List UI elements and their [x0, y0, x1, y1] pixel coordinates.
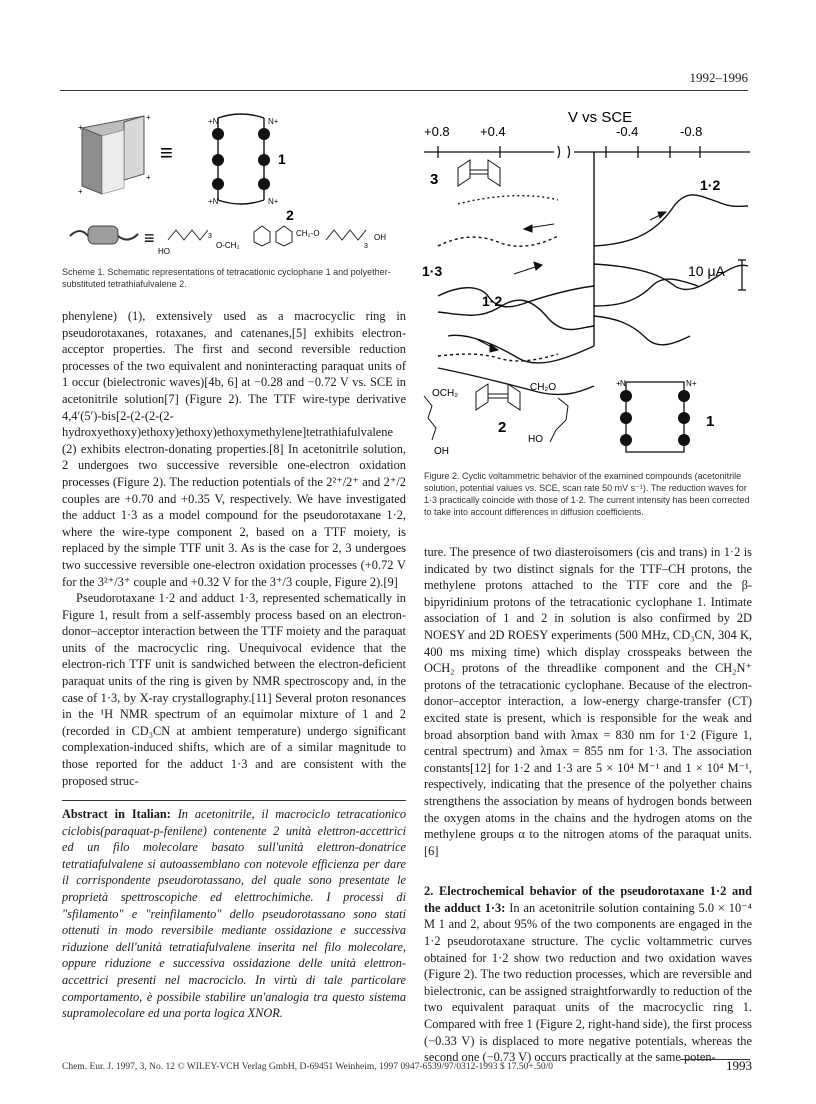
label-1-2-right: 1·2	[700, 177, 721, 193]
scheme-caption: Scheme 1. Schematic representations of tetracationic cyclophane 1 and polyether-substituted tetrathiafulvalene 2.	[62, 267, 391, 289]
tick-label-3: -0.8	[680, 124, 703, 139]
cyclophane-structure-icon	[218, 114, 264, 204]
struct-och2: OCH₂	[432, 388, 459, 399]
svg-text:+N: +N	[208, 197, 219, 206]
n-plus-2: +	[692, 379, 697, 388]
svg-text:+: +	[146, 113, 151, 122]
scheme-1-illustration	[58, 108, 398, 270]
svg-text:+: +	[146, 173, 151, 182]
figure-2-voltammogram	[418, 96, 754, 458]
tick-label-0: +0.8	[424, 124, 450, 139]
axis-title: V vs SCE	[568, 109, 633, 126]
page-number: 1993	[726, 1058, 752, 1073]
chain-och2: O-CH₂	[216, 241, 240, 250]
chain-sub-right: 3	[364, 243, 368, 250]
ttf-structure-3-icon	[458, 160, 500, 186]
struct-ch2o: CH₂O	[530, 382, 557, 393]
n-plus-1: +	[616, 379, 621, 388]
left-paragraph-2: Pseudorotaxane 1·2 and adduct 1·3, represented schematically in Figure 1, result from a self-assembly process based on an electron-donor–acceptor interaction between the TTF moiety and the paraquat units of the macrocyclic ring. Unequivocal evidence that the electron-rich TTF unit is sandwiched between the electron-deficient paraquat units of the ring is given by NMR spectroscopy and, in the case of 1·3, by X-ray crystallography.[11] Several proton resonances in the ¹H NMR spectrum of an equimolar mixture of 1 and 2 (recorded in CD₃CN at ambient temperature) undergo significant complexation-induced shifts, which are of a similar magnitude to those reported for the adduct 1·3 and are consistent with the proposed struc-	[62, 591, 406, 788]
tick-label-2: -0.4	[616, 124, 639, 139]
label-3: 3	[430, 171, 439, 188]
section-heading: 2. Electrochemical behavior of the pseudorotaxane 1·2 and the adduct 1·3:	[424, 884, 752, 915]
struct-oh: OH	[434, 446, 449, 457]
current-scale-bar	[738, 260, 746, 290]
abstract-italian	[62, 806, 406, 1022]
tick-label-1: +0.4	[480, 124, 506, 139]
footer	[62, 1058, 752, 1073]
scheme-label-2: 2	[286, 207, 294, 223]
right-paragraph-2: In an acetonitrile solution containing 5.0 × 10⁻⁴ M 1 and 2, about 95% of the two components are engaged in the 1·2 pseudorotaxane structure. The cyclic voltammetric curves obtained for 1·2 show two reduction and two oxidation waves (Figure 2). The two reduction processes, which are reversible and bielectronic, can be assigned straightforwardly to reduction of the two equivalent paraquat units of the macrocyclic ring 1. Compared with free 1 (Figure 2, right-hand side), the first process (−0.33 V) is displaced to more negative potentials, whereas the second one (−0.73 V) occurs practically at the same poten-	[424, 900, 753, 1065]
n-label-2: N	[686, 379, 692, 388]
chain-ho: HO	[158, 247, 170, 256]
right-paragraph-1: ture. The presence of two diasteroisomers (cis and trans) in 1·2 is indicated by two distinct signals for the TTF–CH protons, the methylene protons attached to the TTF core and the β-bipyridinium protons of the tetracationic cyclophane 1. Intimate association of 1 and 2 in solution is also confirmed by 2D NOESY and 2D ROESY experiments (500 MHz, CD₃CN, 304 K, 400 ms mixing time) which display crosspeaks between the OCH₂ protons of the threadlike component and the CH₂N⁺ protons of the tetracationic cyclophane. Because of the electron-donor–acceptor interaction, a low-energy charge-transfer (CT) excited state is present, which is responsible for the weak and broad absorption band with λmax = 830 nm for 1·2 (Figure 1, central spectrum) and λmax = 855 nm for 1·3. The association constants[12] for 1·2 and 1·3 are 5 × 10⁴ M⁻¹ and 1 × 10⁴ M⁻¹, respectively, indicating that the presence of the polyether chains strengthens the association by means of hydrogen bonds between the oxygen atoms in the chains and the hydrogen atoms on the methylene groups α to the nitrogen atoms of the paraquat units.[6]	[424, 545, 752, 858]
label-1-2-center: 1·2	[482, 293, 503, 309]
current-scale-label: 10 μA	[688, 263, 725, 279]
wire-schematic-icon	[70, 226, 138, 244]
left-column	[62, 308, 406, 789]
label-1-3: 1·3	[422, 263, 443, 279]
cyclophane-structure-fig-icon	[626, 382, 684, 452]
header-rule	[60, 90, 748, 91]
page-range: 1992–1996	[689, 70, 748, 85]
cyclophane-box-icon	[78, 113, 151, 196]
left-paragraph-1: phenylene) (1), extensively used as a macrocyclic ring in pseudorotaxanes, rotaxanes, and catenanes,[5] exhibits electron-acceptor properties. The first and second reversible reduction processes of the two equivalent and noninteracting paraquat units of 1 occur (bielectronic waves)[4b, 6] at −0.28 and −0.72 V vs. SCE in acetonitrile solution[7] (Figure 2). The TTF wire-type derivative 4,4′(5′)-bis[2-(2-(2-(2-hydroxyethoxy)ethoxy)ethoxy)ethoxymethylene]tetrathiafulvalene (2) exhibits electron-donating properties.[8] In acetonitrile solution, 2 undergoes two successive reversible one-electron oxidation processes (Figure 2). The reduction potentials of the 2²⁺/2⁺ and 2⁺/2 couples are +0.70 and +0.35 V, respectively. We have investigated the adduct 1·3 as a model compound for the pseudorotaxane 1·2, where the wire-type component 2, based on a TTF moiety, is replaced by the simple TTF unit 3. As is the case for 2, 3 undergoes two successive reversible one-electron oxidation processes (+0.72 V for the 3²⁺/3⁺ couple and +0.32 V for the 3⁺/3 couple, Figure 2).[9]	[62, 309, 406, 589]
abstract-label: Abstract in Italian:	[62, 807, 171, 821]
struct-ho: HO	[528, 434, 543, 445]
struct-label-1: 1	[706, 413, 715, 430]
n-label-1: N	[620, 379, 626, 388]
svg-text:+: +	[78, 123, 83, 132]
bipyridinium-rings-icon	[620, 390, 690, 446]
chain-oh: OH	[374, 233, 386, 242]
svg-text:N+: N+	[268, 197, 279, 206]
struct-label-2: 2	[498, 419, 507, 436]
potential-axis	[424, 146, 750, 346]
figure-caption: Figure 2. Cyclic voltammetric behavior of the examined compounds (acetonitrile solution, potential values vs. SCE, scan rate 50 mV s⁻¹). The reduction waves for 1·3 practically coincide with those of 1·2. The current intensity has been corrected to take into account differences in diffusion coefficients.	[424, 471, 750, 517]
chain-ch2o: CH₂-O	[296, 229, 320, 238]
footer-citation: Chem. Eur. J. 1997, 3, No. 12 © WILEY-VCH Verlag GmbH, D-69451 Weinheim, 1997 0947-6539/97/0312-1993 $ 17.50+.50/0	[62, 1062, 553, 1072]
scheme-label-1: 1	[278, 151, 286, 167]
svg-text:N+: N+	[268, 117, 279, 126]
chain-sub-left: 3	[208, 233, 212, 240]
svg-text:+N: +N	[208, 117, 219, 126]
polyether-chain-icon	[168, 226, 366, 246]
scheme-equiv-1: ≡	[160, 140, 173, 165]
right-column	[424, 544, 752, 1066]
svg-text:+: +	[78, 187, 83, 196]
abstract-rule	[62, 800, 406, 801]
abstract-text: In acetonitrile, il macrociclo tetracationico ciclobis(paraquat-p-fenilene) contenente 2 unità elettron-accettrici ed un filo molecolare basato sull'unità elettron-donatrice tetratiafulvalene si autoassemblano con notevole efficienza per dare il corrispondente pseudorotassano, del quale sono presentate le proprietà spettroscopiche ed elettrochimiche. I processi di "sfilamento" e "reinfilamento" dello pseudorotassano sono stati ottenuti in modo reversibile mediante ossidazione e successiva riduzione dell'unità tetratiafulvalene inserita nel filo molecolare, oppure riduzione e successiva ossidazione delle unità elettron-accettrici presenti nel macrociclo. In virtù di tale particolare comportamento, è possibile stabilire un'analogia tra questo sistema supramolecolare ed una porta logica XNOR.	[62, 807, 407, 1021]
scheme-equiv-2: ≡	[144, 228, 155, 248]
aromatic-rings-icon	[212, 128, 270, 190]
